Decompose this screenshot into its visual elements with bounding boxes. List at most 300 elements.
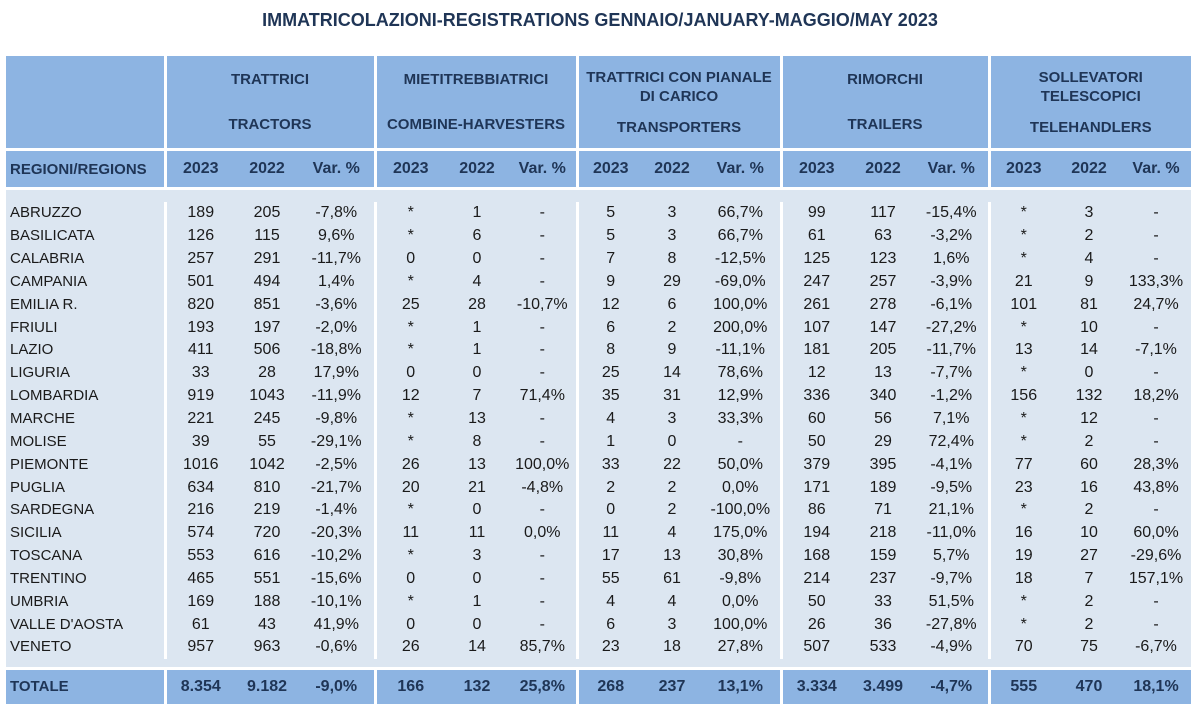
table-cell: 3 [643,225,701,248]
table-cell: 60,0% [1121,522,1191,545]
table-cell: 23 [577,636,643,659]
region-name: FRIULI [6,316,165,339]
table-cell: 8 [643,248,701,271]
table-cell: 14 [445,636,509,659]
table-cell: 5,7% [915,545,989,568]
table-row [6,202,1191,225]
table-cell: 39 [165,430,235,453]
region-name: LOMBARDIA [6,385,165,408]
table-cell: - [509,362,577,385]
table-cell: 159 [851,545,915,568]
table-cell: 261 [781,293,851,316]
table-cell: 0 [375,248,445,271]
total-cell: 237 [643,668,701,704]
table-cell: -11,0% [915,522,989,545]
sub-header-var: Var. % [509,150,577,189]
region-name: VENETO [6,636,165,659]
table-cell: -7,1% [1121,339,1191,362]
table-cell: 26 [375,453,445,476]
table-cell: * [989,248,1057,271]
table-cell: 41,9% [299,613,375,636]
page-title: IMMATRICOLAZIONI-REGISTRATIONS GENNAIO/JANUARY-MAGGIO/MAY 2023 [262,10,938,30]
table-cell: - [1121,430,1191,453]
table-cell: 50 [781,430,851,453]
table-cell: 810 [235,476,299,499]
table-cell: 4 [1057,248,1121,271]
table-cell: -27,2% [915,316,989,339]
group-header-transporters: TRATTRICI CON PIANALE DI CARICO TRANSPORTERS [577,56,781,150]
table-cell: -29,6% [1121,545,1191,568]
table-cell: 55 [235,430,299,453]
table-cell: 188 [235,590,299,613]
table-cell: 27 [1057,545,1121,568]
table-cell: 61 [781,225,851,248]
table-cell: 205 [235,202,299,225]
table-cell: 9 [643,339,701,362]
table-cell: 18,2% [1121,385,1191,408]
sub-header-year: 2023 [781,150,851,189]
total-row [6,668,1191,704]
table-row [6,545,1191,568]
table-cell: 0 [375,568,445,591]
table-cell: 13 [445,453,509,476]
table-cell: - [509,590,577,613]
table-cell: 919 [165,385,235,408]
table-cell: -12,5% [701,248,781,271]
table-cell: 7,1% [915,408,989,431]
region-name: EMILIA R. [6,293,165,316]
table-cell: 616 [235,545,299,568]
total-cell: 132 [445,668,509,704]
table-cell: 4 [577,408,643,431]
table-cell: 16 [1057,476,1121,499]
table-cell: 171 [781,476,851,499]
table-cell: 6 [643,293,701,316]
table-cell: 8 [577,339,643,362]
region-name: LAZIO [6,339,165,362]
total-cell: 555 [989,668,1057,704]
table-cell: 2 [643,316,701,339]
table-cell: - [1121,362,1191,385]
sub-header-year: 2023 [375,150,445,189]
table-cell: 0,0% [701,476,781,499]
table-cell: 9,6% [299,225,375,248]
table-cell: 117 [851,202,915,225]
table-cell: 25 [375,293,445,316]
table-cell: 21 [989,271,1057,294]
table-cell: -3,2% [915,225,989,248]
table-cell: 17,9% [299,362,375,385]
table-cell: 66,7% [701,225,781,248]
table-cell: - [509,248,577,271]
region-name: TOSCANA [6,545,165,568]
table-cell: 22 [643,453,701,476]
table-cell: 33 [851,590,915,613]
table-cell: 115 [235,225,299,248]
table-cell: 70 [989,636,1057,659]
sub-header-year: 2023 [165,150,235,189]
table-cell: 21,1% [915,499,989,522]
group-header-row [6,56,1191,150]
sub-header-year: 2022 [851,150,915,189]
region-name: CAMPANIA [6,271,165,294]
table-cell: 551 [235,568,299,591]
table-cell: 50 [781,590,851,613]
table-cell: 86 [781,499,851,522]
total-cell: -4,7% [915,668,989,704]
table-cell: -29,1% [299,430,375,453]
table-cell: 6 [577,316,643,339]
table-cell: 10 [1057,316,1121,339]
table-cell: 123 [851,248,915,271]
table-cell: 634 [165,476,235,499]
table-cell: 9 [577,271,643,294]
table-cell: 132 [1057,385,1121,408]
table-cell: * [375,408,445,431]
table-cell: 0 [445,568,509,591]
table-cell: - [1121,316,1191,339]
table-cell: 0 [1057,362,1121,385]
table-cell: * [989,499,1057,522]
table-cell: 12 [1057,408,1121,431]
table-cell: 0 [375,362,445,385]
table-cell: 24,7% [1121,293,1191,316]
table-cell: 7 [445,385,509,408]
table-cell: 395 [851,453,915,476]
region-name: SARDEGNA [6,499,165,522]
total-cell: 13,1% [701,668,781,704]
total-cell: 18,1% [1121,668,1191,704]
table-cell: 189 [165,202,235,225]
table-cell: -69,0% [701,271,781,294]
table-cell: 7 [577,248,643,271]
table-cell: - [509,316,577,339]
table-cell: 1043 [235,385,299,408]
table-cell: -7,7% [915,362,989,385]
table-cell: 205 [851,339,915,362]
table-cell: -11,7% [299,248,375,271]
table-cell: 197 [235,316,299,339]
table-cell: 71,4% [509,385,577,408]
table-cell: 1 [445,316,509,339]
table-cell: - [509,568,577,591]
table-cell: 181 [781,339,851,362]
total-cell: 166 [375,668,445,704]
table-cell: 60 [1057,453,1121,476]
table-cell: * [375,339,445,362]
group-header-combine-harvesters: MIETITREBBIATRICI COMBINE-HARVESTERS [375,56,577,150]
table-cell: -20,3% [299,522,375,545]
group-header-trailers: RIMORCHI TRAILERS [781,56,989,150]
table-cell: 7 [1057,568,1121,591]
table-cell: 851 [235,293,299,316]
table-cell: 0 [445,362,509,385]
table-cell: 168 [781,545,851,568]
table-cell: 2 [1057,590,1121,613]
table-row [6,613,1191,636]
table-cell: 4 [643,522,701,545]
table-cell: 28 [235,362,299,385]
table-cell: 29 [851,430,915,453]
table-cell: * [375,202,445,225]
table-cell: 963 [235,636,299,659]
table-cell: 219 [235,499,299,522]
table-cell: 66,7% [701,202,781,225]
region-name: TRENTINO [6,568,165,591]
table-cell: 19 [989,545,1057,568]
table-cell: 77 [989,453,1057,476]
table-cell: - [1121,499,1191,522]
table-cell: 0 [445,499,509,522]
table-cell: -6,7% [1121,636,1191,659]
table-cell: 4 [643,590,701,613]
table-cell: * [989,202,1057,225]
region-name: UMBRIA [6,590,165,613]
region-name: MARCHE [6,408,165,431]
table-cell: 5 [577,202,643,225]
sub-header-year: 2022 [235,150,299,189]
table-cell: 26 [781,613,851,636]
corner-cell [6,56,165,150]
table-cell: * [375,545,445,568]
table-cell: 18 [989,568,1057,591]
table-cell: 20 [375,476,445,499]
table-cell: 0 [643,430,701,453]
table-cell: 245 [235,408,299,431]
table-cell: 6 [577,613,643,636]
total-cell: 470 [1057,668,1121,704]
table-cell: - [1121,613,1191,636]
table-cell: -10,7% [509,293,577,316]
table-row [6,293,1191,316]
table-cell: -1,4% [299,499,375,522]
table-cell: 1016 [165,453,235,476]
table-cell: 2 [1057,430,1121,453]
table-cell: 25 [577,362,643,385]
table-cell: 18 [643,636,701,659]
table-cell: - [509,545,577,568]
table-cell: 14 [1057,339,1121,362]
table-cell: -6,1% [915,293,989,316]
table-row [6,590,1191,613]
table-cell: - [509,225,577,248]
table-cell: 200,0% [701,316,781,339]
table-cell: 1042 [235,453,299,476]
table-cell: 278 [851,293,915,316]
table-cell: 33 [577,453,643,476]
table-cell: 9 [1057,271,1121,294]
table-cell: 5 [577,225,643,248]
table-cell: -11,1% [701,339,781,362]
table-cell: 720 [235,522,299,545]
table-cell: - [1121,202,1191,225]
table-cell: 27,8% [701,636,781,659]
region-name: VALLE D'AOSTA [6,613,165,636]
table-cell: 2 [1057,613,1121,636]
table-cell: 23 [989,476,1057,499]
table-cell: 33,3% [701,408,781,431]
table-cell: 214 [781,568,851,591]
table-cell: 55 [577,568,643,591]
table-cell: * [375,316,445,339]
region-name: MOLISE [6,430,165,453]
table-cell: 72,4% [915,430,989,453]
table-row [6,430,1191,453]
table-row [6,568,1191,591]
total-label: TOTALE [6,668,165,704]
table-cell: * [989,590,1057,613]
table-cell: 56 [851,408,915,431]
sub-header-var: Var. % [701,150,781,189]
table-cell: - [509,271,577,294]
table-cell: 169 [165,590,235,613]
table-cell: 10 [1057,522,1121,545]
table-cell: 533 [851,636,915,659]
table-cell: 1,4% [299,271,375,294]
table-cell: -3,9% [915,271,989,294]
table-cell: 100,0% [701,613,781,636]
table-cell: - [1121,590,1191,613]
table-cell: -11,7% [915,339,989,362]
group-header-tractors: TRATTRICI TRACTORS [165,56,375,150]
table-cell: 100,0% [701,293,781,316]
table-cell: 13 [851,362,915,385]
sub-header-year: 2022 [445,150,509,189]
table-cell: * [989,430,1057,453]
table-cell: 21 [445,476,509,499]
table-cell: 0,0% [509,522,577,545]
table-cell: 0 [445,248,509,271]
table-cell: - [509,408,577,431]
table-cell: 379 [781,453,851,476]
table-cell: 2 [643,499,701,522]
table-cell: 71 [851,499,915,522]
table-cell: 8 [445,430,509,453]
total-cell: 3.334 [781,668,851,704]
table-cell: 60 [781,408,851,431]
table-cell: * [989,408,1057,431]
table-row [6,636,1191,659]
region-name: BASILICATA [6,225,165,248]
table-cell: 0 [577,499,643,522]
region-name: SICILIA [6,522,165,545]
table-cell: 26 [375,636,445,659]
table-cell: 61 [165,613,235,636]
table-cell: - [509,430,577,453]
table-cell: 43 [235,613,299,636]
table-cell: * [375,499,445,522]
table-cell: 553 [165,545,235,568]
table-cell: 2 [577,476,643,499]
table-cell: 2 [1057,499,1121,522]
table-cell: 257 [165,248,235,271]
table-row [6,453,1191,476]
table-row [6,499,1191,522]
table-row [6,476,1191,499]
table-cell: -100,0% [701,499,781,522]
table-cell: - [509,499,577,522]
table-cell: - [509,613,577,636]
table-cell: 1 [445,339,509,362]
table-cell: 1 [445,202,509,225]
table-cell: -4,9% [915,636,989,659]
table-row [6,522,1191,545]
table-cell: 12,9% [701,385,781,408]
table-cell: 4 [445,271,509,294]
table-cell: 3 [445,545,509,568]
table-row [6,408,1191,431]
table-cell: 12 [781,362,851,385]
table-cell: 257 [851,271,915,294]
table-cell: -1,2% [915,385,989,408]
region-header: REGIONI/REGIONS [6,150,165,189]
table-cell: 216 [165,499,235,522]
table-cell: 133,3% [1121,271,1191,294]
table-cell: 75 [1057,636,1121,659]
table-cell: 156 [989,385,1057,408]
table-cell: * [375,271,445,294]
table-cell: 33 [165,362,235,385]
sub-header-var: Var. % [299,150,375,189]
sub-header-year: 2022 [1057,150,1121,189]
table-cell: 291 [235,248,299,271]
table-cell: 81 [1057,293,1121,316]
total-cell: 25,8% [509,668,577,704]
table-cell: 157,1% [1121,568,1191,591]
table-cell: 12 [375,385,445,408]
total-cell: 268 [577,668,643,704]
table-cell: 16 [989,522,1057,545]
region-name: LIGURIA [6,362,165,385]
table-row [6,362,1191,385]
table-cell: -10,2% [299,545,375,568]
table-cell: 1,6% [915,248,989,271]
table-cell: 147 [851,316,915,339]
table-cell: * [375,590,445,613]
total-cell: 3.499 [851,668,915,704]
table-cell: 13 [643,545,701,568]
table-cell: 2 [643,476,701,499]
table-cell: 99 [781,202,851,225]
table-cell: 63 [851,225,915,248]
table-cell: 0 [375,613,445,636]
table-cell: - [701,430,781,453]
table-cell: 247 [781,271,851,294]
table-cell: -21,7% [299,476,375,499]
sub-header-year: 2023 [989,150,1057,189]
table-cell: 189 [851,476,915,499]
table-cell: 125 [781,248,851,271]
table-cell: 340 [851,385,915,408]
table-cell: 2 [1057,225,1121,248]
region-name: ABRUZZO [6,202,165,225]
table-cell: 14 [643,362,701,385]
table-cell: -4,1% [915,453,989,476]
table-cell: -10,1% [299,590,375,613]
table-cell: 78,6% [701,362,781,385]
region-name: PIEMONTE [6,453,165,476]
table-cell: * [375,430,445,453]
table-cell: 35 [577,385,643,408]
total-cell: 9.182 [235,668,299,704]
table-cell: 574 [165,522,235,545]
table-cell: 11 [577,522,643,545]
registrations-table [6,56,1191,704]
group-header-telehandlers: SOLLEVATORI TELESCOPICI TELEHANDLERS [989,56,1191,150]
table-cell: 237 [851,568,915,591]
table-cell: -9,7% [915,568,989,591]
table-cell: 43,8% [1121,476,1191,499]
